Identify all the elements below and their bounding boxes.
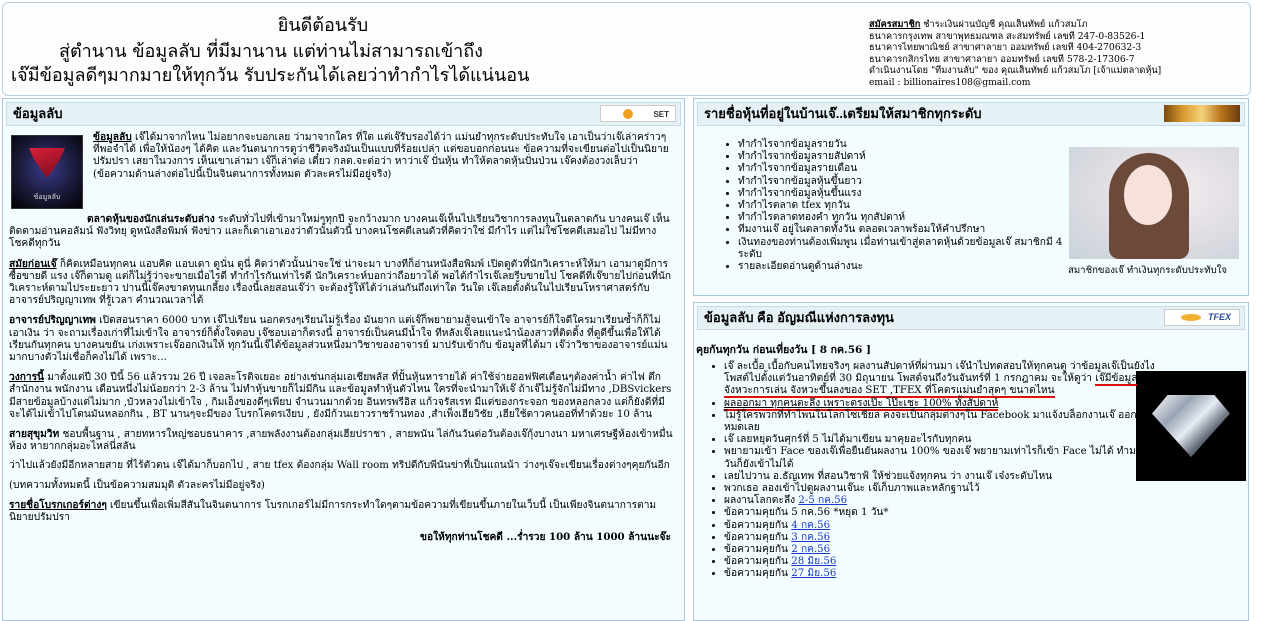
- archive-link[interactable]: 4 กค.56: [791, 519, 831, 531]
- gold-banner-image: [1164, 105, 1240, 122]
- panel-title: [697, 306, 1245, 330]
- list-item: • ข้อความคุยกัน 27 มิย.56: [724, 568, 1164, 580]
- list-item: • ผลออกมา ทุกคนตะลึง เพราะตรงเป๊ะ โป๊ะเชะ 100% ทั้งสัปดาห์: [724, 398, 1164, 410]
- member-photo: [1069, 147, 1239, 259]
- welcome-text: ยินดีต้อนรับ: [277, 15, 369, 36]
- gem-info-panel: [693, 302, 1249, 621]
- membership-info: [869, 19, 1245, 89]
- photo-caption: สมาชิกของเจ๊ ทำเงินทุกระดับประทับใจ: [1068, 265, 1227, 276]
- list-item: • ทำกำไรตลาดทองคำ ทุกวัน ทุกสัปดาห์: [738, 212, 1088, 224]
- superman-image: [11, 135, 83, 209]
- member-payment-text: ชำระเงินผ่านบัญชี คุณเส็นทัพย์ แก้วสมโภ: [920, 19, 1088, 30]
- list-item: • ทำกำไรจากข้อมูลรายวัน: [738, 139, 1088, 151]
- superman-logo-icon: [29, 148, 65, 178]
- article-paragraph: ข้อมูลลับ เจ๊ได้มาจากไหน ไม่อยากจะบอกเลย ว่ามาจากใคร ที่ใด แต่เจ๊รับรองได้ว่า แม่นยำทุกระดับประทับใจ เอาเป็นว่าเจ๊เล่าคร่าวๆ ที่พอจำได้ เพื่อให้น้องๆ ได้คิด และวันตนาการดูว่าชีวิตจริงมันเป็นแบบที่ร้อยเปล่า แต่ขอบอกก่อนนะ ข้อความที่จะเขียนต่อไปเป็นนิยายปรัมปรา เสยาในวงการ เห็นเขาเล่ามา เจ๊ก็เล่าต่อ เดี๋ยว กลต.จะต่อว่า หาว่าเจ๊ ปั่นหุ้น ทำให้ตลาดหุ้นปั่นป่วน เจ๊คงต้องวงเล็บว่า (ข้อความด้านล่างต่อไปนี้เป็นจินตนาการทั้งหมด ตัวละครไม่มีอยู่จริง): [93, 131, 669, 180]
- bank-account: ธนาคารกรุงเทพ สาขาพุทธมณฑล สะสมทรัพย์ เลขที่ 247-0-83526-1: [869, 30, 1146, 42]
- list-item: • ผลงานโลกตะลึง 2-5 กค.56: [724, 495, 1164, 507]
- archive-link[interactable]: 3 กค.56: [791, 531, 831, 543]
- tfex-logo: TFEX: [1164, 309, 1240, 326]
- article-paragraph: วงการนี้ มาตั้งแต่ปี 30 ปีนี้ 56 แล้วรวม 26 ปี เจอละโรติจเยอะ อย่างเช่นกลุ่มเอเชียพลัส ที่ปั้นหุ้นหารายได้ ค่าใช้จ่ายออฟฟิศเดือนๆต้องค่าน้ำ ค่าไฟ ตึก สำนักงาน พนักงาน เดือนหนึ่งไม่น้อยกว่า 2-3 ล้าน ไม่ทำหุ้นขายก็ไม่มีกิน และข้อมูลทำหุ้นตัวไหน ใครที่จะนำมาให้เจ๊ ถ้าเจ๊ไม่รู้จักไม่มีทาง ,DBSvickers มีสายข้อมูลบ้างแต่ไม่มาก ,บัวหลวงไม่เข้าใจ , กิมเอ็งของดีๆเพียบ จำนวนมากด้วย อินทรพรีอิส แก้วจรัสเรท มีแต่ของกระจอก ของหลอกลวง แต่ก็ยังดีที่มีจะได้ไม่เข้าไปโดนมันหลอกกิน , BT นานๆจะมีของ โบรกโคตรเงียบ , ยังมีก้วนเยาวราชร้านทอง ,สำเพ็งเฮียวิชัย ,เฮียใช้ดาวคนออที่ทำด้วยะ 10 ล้าน: [9, 371, 672, 420]
- image-caption: ข้อมูลลับ: [33, 193, 61, 201]
- archive-link[interactable]: 2-5 กค.56: [798, 495, 848, 507]
- article-paragraph: สมัยก่อนเจ๊ ก็คิดเหมือนทุกคน แอบคิด แอบเดา ดูนั่น ดูนี่ คิดว่าตัวนั้นน่าจะใช่ น่าจะมา บางทีก็อ่านหนังสือพิมพ์ เปิดดูตัวที่นักวิเคราะห์ให้มา เอามาดูมีการซื้อขายดี แรง เจ๊ก็ตามดู แต่ก็ไม่รู้ว่าจะขายเมื่อไรดี ทำกำไรกันเท่าไรดี นักวิเคราะห์บอกว่าถือยาวได้ พอได้กำไรเจ๊เลยรีบขายไป โชคดีที่เจ๊ขายไปก่อนที่นักวิเคราะห์ตามไประยะยาว ปานนี้เจ๊คงขาดทุนเกลี้ยง เรื่องนี้เลยสอนเจ๊ว่า จะต้องรู้ให้ได้ว่าเล่นกันถึงเท่าใด วันใด เจ๊เลยตั้งต้นในไปเรียนโหราศาสตร์กับอาจารย์ปริญญาเทพ ที่รู้เวลา คำนวณเวลาได้: [9, 257, 672, 307]
- article-paragraph: ว่าไปแล้วยังมีอีกหลายสาย ที่ไร้ตัวตน เจ๊ได้มาก็บอกไป , สาย tfex ต้องกลุ่ม Wall room ทริปดีกับพีนันข่าที่เป็นแถนน้า ว่างๆเจ๊จะเขียนเรื่องต่างๆคุยกันอีก: [9, 460, 670, 472]
- member-signup-link[interactable]: สมัครสมาชิก: [869, 19, 921, 30]
- stock-list-panel: [693, 98, 1249, 296]
- article-paragraph: ตลาดหุ้นของนักเล่นระดับล่าง ระดับทั่วไปที่เข้ามาใหม่ๆทุกปี จะกว้างมาก บางคนเจ๊เห็นไปเรียนวิชาการลงทุนในตลาดกัน บางคนเจ๊ เห็นติดตามอ่านคอลัมน์ ฟังวิทยุ ดูหนังสือพิมพ์ ฟังข่าว และก็เดาเอาเองว่าตัวนั้นตัวนี้ บางคนโชคดีเลนตัวที่คิดว่าใช่ มีกำไร แต่ไม่ใช่โชคดีเสมอไป ไม่มีทางโชคดีทุกวัน: [9, 213, 670, 250]
- article-body: [9, 131, 675, 550]
- secret-info-panel: [2, 98, 685, 621]
- panel-title-text: รายชื่อหุ้นที่อยู่ในบ้านเจ๊..เตรียมให้สมาชิกทุกระดับ: [704, 106, 982, 121]
- list-item: • ข้อความคุยกัน 4 กค.56: [724, 520, 1164, 532]
- header-tagline-2: เจ๊มีข้อมูลดีๆมากมายให้ทุกวัน รับประกันได้เลยว่าทำกำไรได้แน่นอน: [11, 65, 530, 86]
- archive-link[interactable]: 2 กค.56: [791, 544, 831, 556]
- set-logo: SET: [600, 105, 676, 122]
- list-item: • ทำกำไรจากข้อมูลรายเดือน: [738, 163, 1088, 175]
- header-tagline-1: สู่ตำนาน ข้อมูลลับ ที่มีมานาน แต่ท่านไม่สามารถเข้าถึง: [59, 41, 483, 62]
- daily-chat-heading: คุยกันทุกวัน ก่อนเที่ยงวัน [ 8 กค.56 ]: [696, 344, 871, 356]
- list-item: • ข้อความคุยกัน 3 กค.56: [724, 532, 1164, 544]
- article-paragraph: (บทความทั้งหมดนี้ เป็นข้อความสมมุติ ตัวละครไม่มีอยู่จริง): [9, 479, 265, 491]
- list-item: • ทำกำไรจากข้อมูลหุ้นขึ้นยาว: [738, 176, 1088, 188]
- article-paragraph: อาจารย์ปริญญาเทพ เปิดสอนราคา 6000 บาท เจ๊ไปเรียน นอกตรงๆเรียนไม่รู้เรื่อง มันยาก แต่เจ๊ก็พยายามสู้จนเข้าใจ อาจารย์ก็ใจดีใครมาเรียนซ้ำก็ก็ไม่เอาเงิน ว่า จะถามเรื่องเก่าที่ไม่เข้าใจ อาจารย์ก็ตั้งใจตอบ เจ๊ชอบเอาก็ตรงนี้ อาจารย์เป็นคนมีน้ำใจ ทีหลังเจ๊เลยแนะนำน้องสาวที่ติดดิ้ง ที่ดูดีขึ้นเพื่อให้ได้เรียนกันทุกคน บางคนขยัน เก่งเพราะเจ๊ออกเงินให้ ทุกวันนี้เจ๊ได้ข้อมูลส่วนหนึ่งมาวิชาของอาจารย์ มาปรับเข้ากับ ข้อมูลที่ได้มา เจ๊ว่าวิชาของอาจารย์แม่นมากบางตัวไม่เชื่อก็คงไม่ได้ เพราะ...: [9, 314, 668, 364]
- list-item: • เจ๊ เลยหยุดวันศุกร์ที่ 5 ไม่ได้มาเขียน มาคุยอะไรกับทุกคน: [724, 434, 1164, 446]
- article-paragraph: รายชื่อโบรกเกอร์ต่างๆ เขียนขึ้นเพื่อเพิ่มสีสันในจินตนาการ โบรกเกอร์ไม่มีการกระทำใดๆตามข้อความที่เขียนขึ้นภายในเว็บนี้ เป็นเพียงจินตนาการตามนิยายปรัมปรา: [9, 498, 657, 524]
- list-item: • เงินทองของท่านต้องเพิ่มพูน เมื่อท่านเข้าสู่ตลาดหุ้นด้วยข้อมูลเจ๊ สมาชิกมี 4 ระดับ: [738, 237, 1088, 261]
- operator-text: ดำเนินงานโดย "ทีมงานลับ" ของ คุณเส็นทัพย์ แก้วสมโภ [เจ้าแม่ตลาดหุ้น]: [869, 65, 1162, 77]
- list-item: • ทำกำไรตลาด tfex ทุกวัน: [738, 200, 1088, 212]
- service-list: [724, 139, 1088, 273]
- article-paragraph: สายสุขุมวิท ชอบพื้นฐาน , สายทหารใหญ่ชอบธนาคาร ,สายพลังงานต้องกลุ่มเฮียปราชา , สายพนัน ไล่กันวันต่อวันต้องเจ๊กุ้งบางนา มหาเศรษฐีห้องเข้าหมื่นห้อง หายากกลุ่มอะไหล่นี่สลัน: [9, 428, 673, 453]
- panel-title: [697, 102, 1245, 126]
- closing-text: ขอให้ทุกท่านโชคดี ...ร่ำรวย 100 ล้าน 1000 ล้านนะจ๊ะ: [420, 531, 671, 544]
- list-item: • รายละเอียดอ่านดูด้านล่างนะ: [738, 261, 1088, 273]
- list-item: • พยายามเข้า Face ของเจ๊เพื่อยืนยันผลงาน 100% ของเจ๊ พยายามเท่าไรก็เข้า Face ไม่ได้ ทำมา 3 วันก็ยังเข้าไม่ได้: [724, 446, 1164, 470]
- list-item: • ทำกำไรจากข้อมูลรายสัปดาห์: [738, 151, 1088, 163]
- panel-title: [6, 102, 681, 126]
- list-item: • ทีมงานเจ๊ อยู่ในตลาดทั้งวัน ตลอดเวลาพร้อมให้คำปรึกษา: [738, 224, 1088, 236]
- list-item: • ข้อความคุยกัน 28 มิย.56: [724, 556, 1164, 568]
- list-item: • ทำกำไรจากข้อมูลหุ้นขึ้นแรง: [738, 188, 1088, 200]
- bank-account: ธนาคารไทยพาณิชย์ สาขาศาลายา ออมทรัพย์ เลขที่ 404-270632-3: [869, 42, 1142, 54]
- contact-email: email : billionaires108@gmail.com: [869, 76, 1031, 88]
- archive-link[interactable]: 27 มิย.56: [791, 568, 837, 580]
- daily-chat-list: [710, 361, 1164, 581]
- site-header: [2, 2, 1251, 96]
- list-item: • เจ๊ ละเบื้อ เบื้อกับคนไทยจริงๆ ผลงานสัปดาห์ที่ผ่านมา เจ๊นำไปทดสอบให้ทุกคนดู ว่าข้อมูลเจ๊เป็นยังไง โพสต์ไปตั้งแต่วันอาทิตย์ที่ 30 มิถุนายน โพสต์จนถึงวันจันทร์ที่ 1 กรกฎาคม จะให้ดูว่า เจ๊มีข้อมูลจังหวะการเล่น จังหวะขึ้นลงของ SET ,TFEX ที่โคตรแม่นยำสุดๆ ขนาดไหน: [724, 361, 1164, 398]
- bank-account: ธนาคารกสิกรไทย สาขาศาลายา ออมทรัพย์ เลขที่ 578-2-17306-7: [869, 53, 1135, 65]
- panel-title-text: ข้อมูลลับ คือ อัญมณีแห่งการลงทุน: [704, 310, 894, 325]
- list-item: • เลยไปวาน อ.ธัญเทพ ที่สอนวิชาฟ้ ให้ช่วยแจ้งทุกคน ว่า งานเจ๊ เจ๋งระดับไหน: [724, 471, 1164, 483]
- archive-link[interactable]: 28 มิย.56: [791, 556, 837, 568]
- list-item: • ไม่รู้ใครพวกที่ทำไพนในโลกโซเชียล คงจะเป็นกลุ่มต่างๆใน Facebook มาแจ้งบล็อกงานเจ๊ ออกไปหมดเลย: [724, 410, 1164, 434]
- list-item: • ข้อความคุยกัน 5 กค.56 *หยุด 1 วัน*: [724, 507, 1164, 519]
- list-item: • พวกเธอ ลองเข้าไปดูผลงานเจ๊นะ เจ๊เก็บภาพและหลักฐานไว้: [724, 483, 1164, 495]
- list-item: • ข้อความคุยกัน 2 กค.56: [724, 544, 1164, 556]
- panel-title-text: ข้อมูลลับ: [13, 106, 63, 121]
